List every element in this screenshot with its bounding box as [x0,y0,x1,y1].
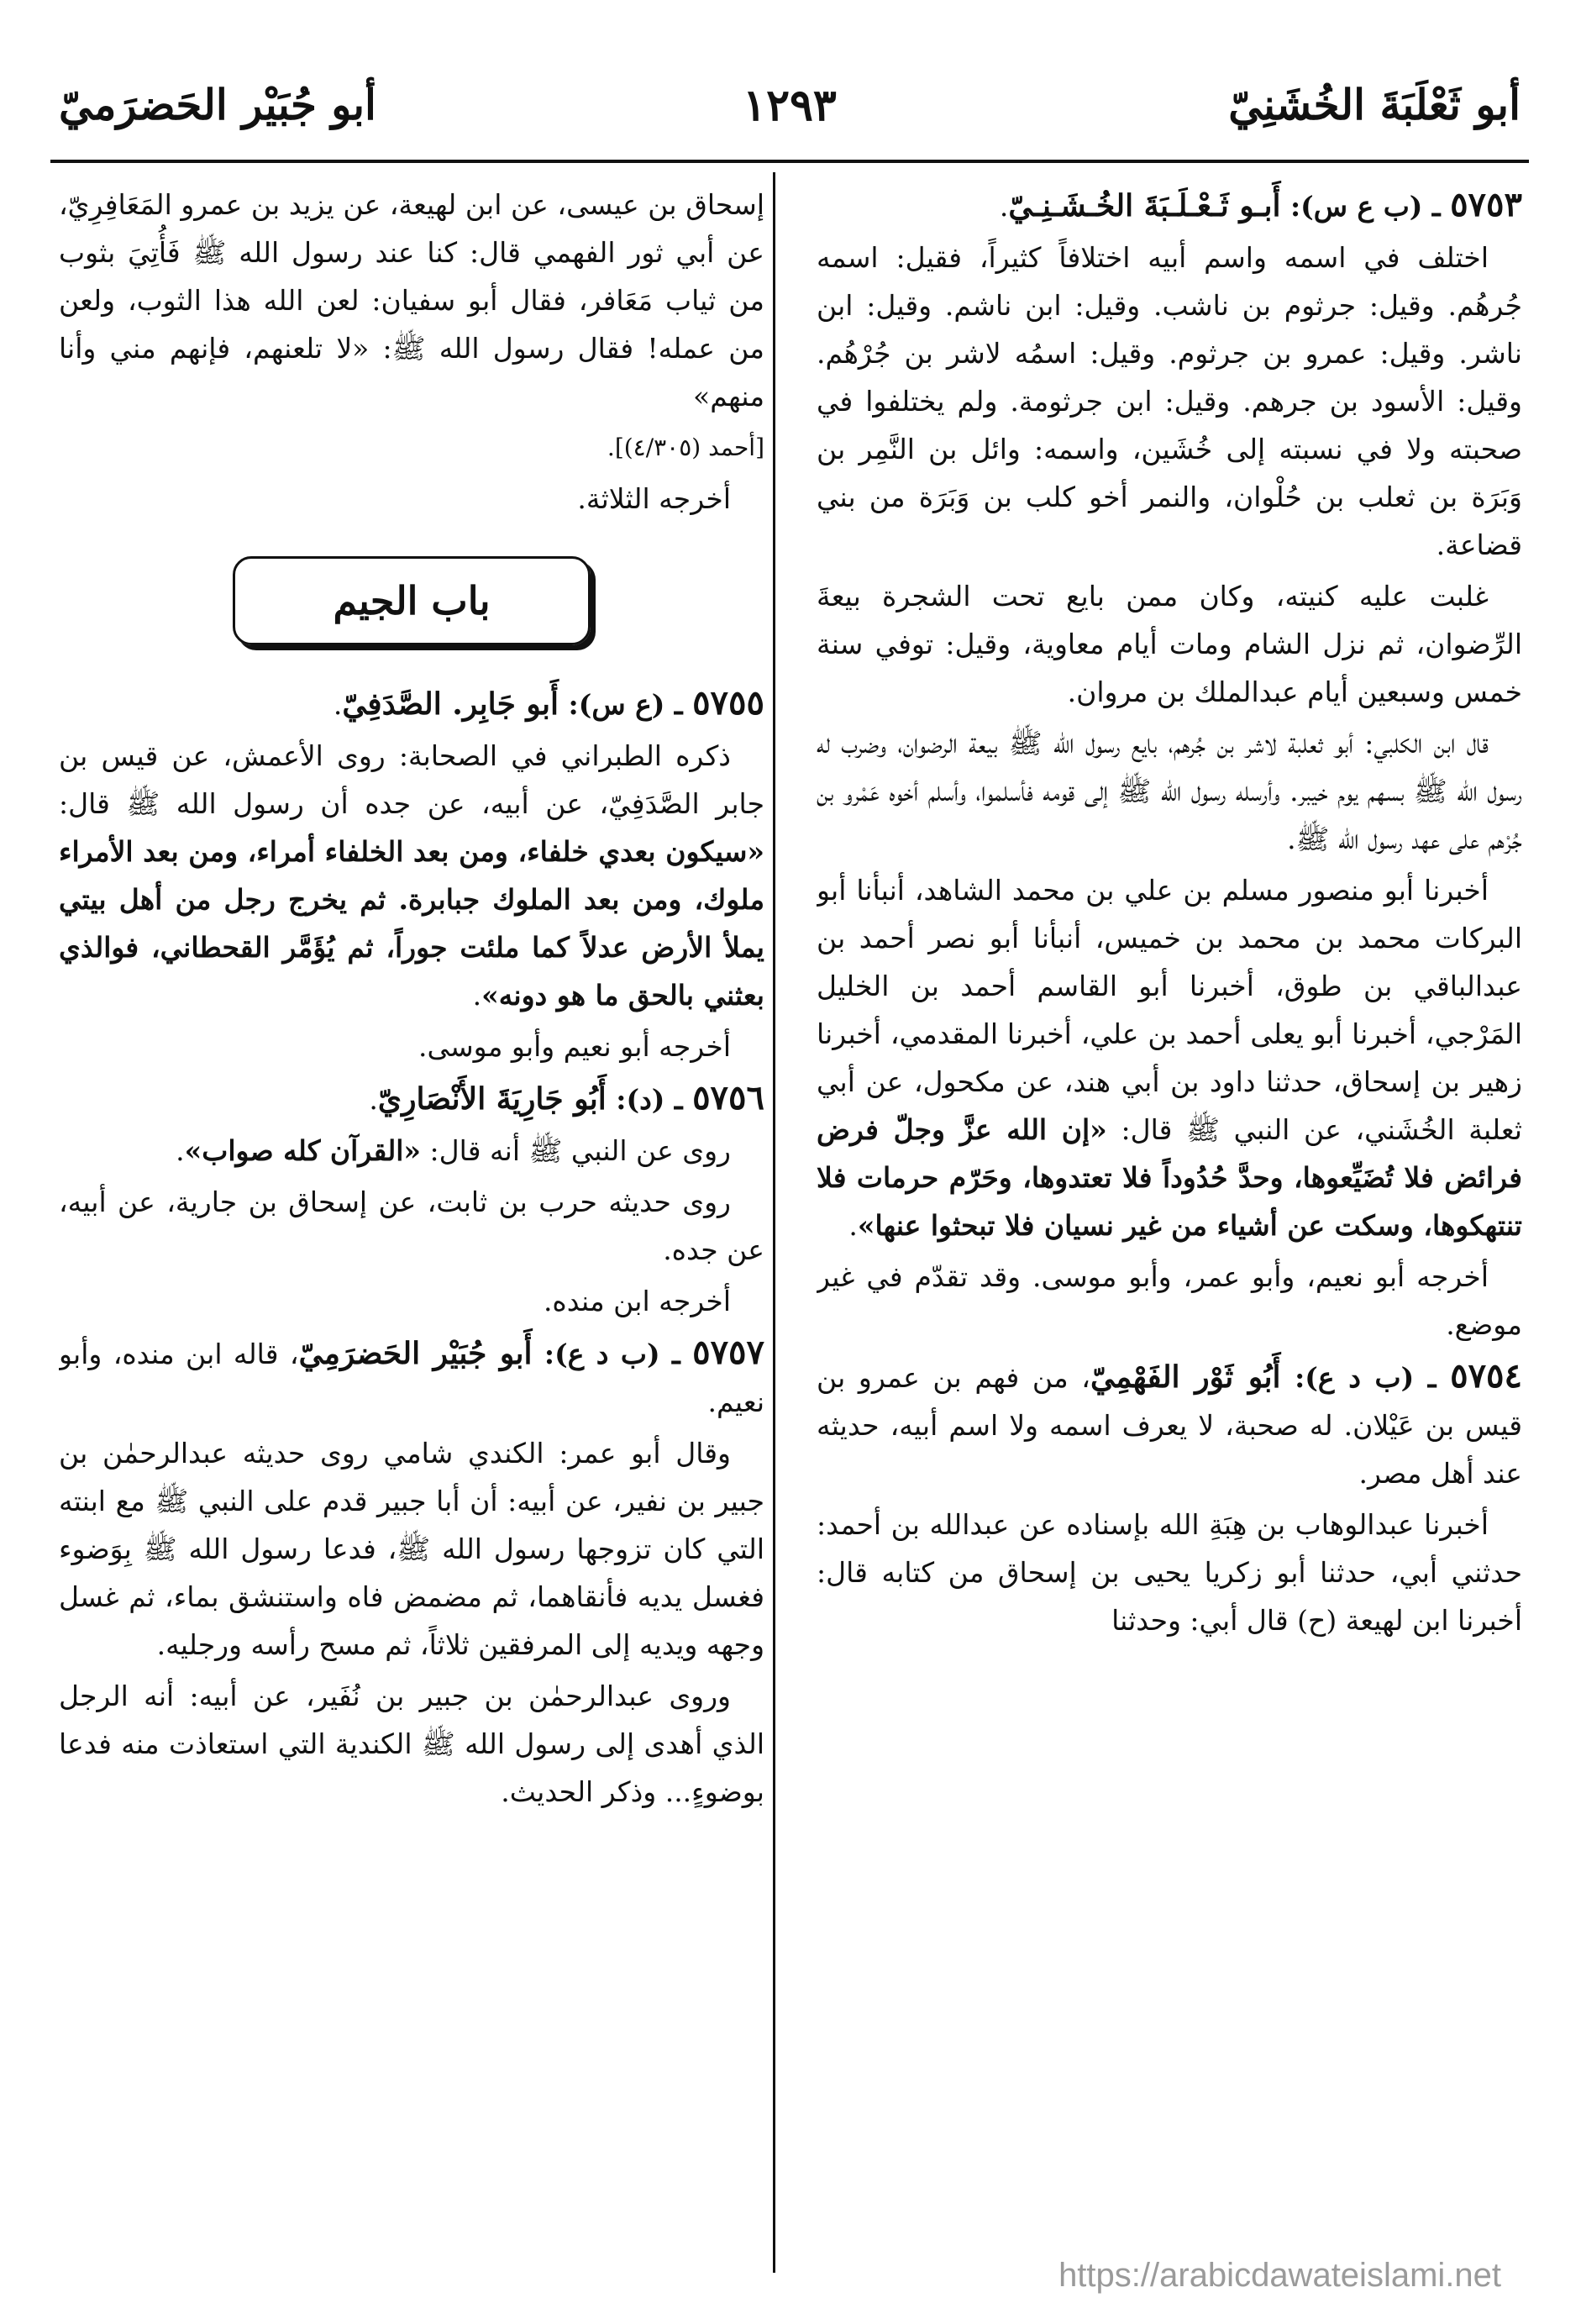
entry-heading [817,181,1522,230]
paragraph: روى حديثه حرب بن ثابت، عن إسحاق بن جارية، عن أبيه، عن جده. [59,1186,764,1266]
entry-after: . [369,1083,378,1116]
entry-number: ٥٧٥٧ [692,1333,764,1372]
entry-number: ٥٧٥٦ [692,1078,764,1117]
paragraph: وروى عبدالرحمٰن بن جبير بن نُفَير، عن أبيه: أنه الرجل الذي أهدى إلى رسول الله ﷺ الكندية التي استعاذت منه فدعا بوضوءٍ... وذكر الحديث. [59,1680,764,1808]
left-column [59,181,764,2264]
entry-codes: ـ (ب د ع): [1280,1361,1451,1394]
entry-heading [59,1074,764,1123]
entry-number: ٥٧٥٥ [692,683,764,723]
entry-after: . [333,688,343,721]
running-head-left: أبو جُبَيْر الحَضرَميّ [59,80,376,129]
paragraph: قال ابن الكلبي: أبو ثعلبة لاشر بن جُرهم، بايع رسول الله ﷺ بيعة الرضوان، وضرب له رسول الله ﷺ بسهم يوم خيبر. وأرسله رسول الله ﷺ إلى قومه فأسلموا، وأسلم أخوه عَمْرو بن جُرْهم على عهد رسول الله ﷺ. [817,727,1522,855]
paragraph [817,866,1522,1249]
hadith-quote: «إن الله عزَّ وجلّ فرض فرائض فلا تُضَيِّعوها، وحدَّ حُدُوداً فلا تعتدوها، وحَرّم حرمات فلا تنتهكوها، وسكت عن أشياء من غير نسيان فلا تبحثوا عنها» [817,1113,1522,1242]
right-column [817,181,1522,2264]
entry-codes: ـ (ب ع س): [1280,190,1451,223]
paragraph: وقال أبو عمر: الكندي شامي روى حديثه عبدالرحمٰن بن جبير بن نفير، عن أبيه: أن أبا جبير قدم على النبي ﷺ مع ابنته التي كان تزوجها رسول الله ﷺ، فدعا رسول الله ﷺ بِوَضوء فغسل يديه فأنقاهما، ثم مضمض فاه واستنشق بماء، ثم غسل وجهه ويديه إلى المرفقين ثلاثاً، ثم مسح رأسه ورجليه. [59,1437,764,1661]
entry-title: أَبو جَابِر. الصَّدَفِيّ [342,686,559,722]
paragraph: أخبرنا عبدالوهاب بن هِبَةِ الله بإسناده عن عبدالله بن أحمد: حدثني أبي، حدثنا أبو زكريا يحيى بن إسحاق من كتابه قال: أخبرنا ابن لهيعة (ح) قال أبي: وحدثنا [817,1508,1522,1637]
paragraph-tail: . [472,979,482,1012]
paragraph: اختلف في اسمه واسم أبيه اختلافاً كثيراً، فقيل: اسمه جُرهُم. وقيل: جرثوم بن ناشب. وقيل: ابن ناشم. وقيل: ابن ناشر. وقيل: عمرو بن جرثوم. وقيل: اسمُه لاشر بن جُرْهُم. وقيل: الأسود بن جرهم. وقيل: ابن جرثومة. ولم يختلفوا في صحبته ولا في نسبته إلى خُشَين، واسمه: وائل بن النَّمِر بن وَبَرَة بن ثعلب بن حُلْوان، والنمر أخو كلب بن وَبَرَة من بني قضاعة. [817,241,1522,561]
running-head-right: أبو ثَعْلَبَةَ الخُشَنِيّ [1228,80,1521,129]
header-rule [50,160,1529,163]
paragraph: إسحاق بن عيسى، عن ابن لهيعة، عن يزيد بن عمرو المَعَافِرِيّ، عن أبي ثور الفهمي قال: كنا عند رسول الله ﷺ فَأُتِيَ بثوب من ثياب مَعَافر، فقال أبو سفيان: لعن الله هذا الثوب، ولعن من عمله! فقال رسول الله ﷺ: «لا تلعنهم، فإنهم مني وأنا منهم» [59,188,764,413]
column-separator [773,172,775,2273]
paragraph: أخرجه ابن منده. [543,1285,731,1317]
paragraph: غلبت عليه كنيته، وكان ممن بايع تحت الشجرة بيعةَ الرِّضوان، ثم نزل الشام ومات أيام معاوية، وقيل: توفي سنة خمس وسبعين أيام عبدالملك بن مروان. [817,580,1522,708]
paragraph-text: أخبرنا أبو منصور مسلم بن علي بن محمد الشاهد، أنبأنا أبو البركات محمد بن محمد بن خميس، أنبأنا أبو نصر أحمد بن عبدالباقي بن طوق، أخبرنا أبو القاسم أحمد بن الخليل المَرْجي، أخبرنا أبو يعلى أحمد بن علي، أخبرنا المقدمي، أخبرنا زهير بن إسحاق، حدثنا داود بن أبي هند، عن مكحول، عن أبي ثعلبة الخُشَني، عن النبي ﷺ قال: [817,874,1522,1146]
entry-codes: ـ (ب د ع): [532,1338,693,1370]
paragraph: أخرجه أبو نعيم، وأبو عمر، وأبو موسى. وقد تقدّم في غير موضع. [817,1260,1522,1341]
entry-heading [59,679,764,728]
entry-codes: ـ (د): [606,1083,693,1116]
paragraph-tail: . [176,1134,185,1167]
entry-title: أَبُو جَارِيَةَ الأَنْصَارِيّ [377,1081,607,1117]
reference: [أحمد (٤/٣٠٥)]. [607,434,764,461]
hadith-quote: «سيكون بعدي خلفاء، ومن بعد الخلفاء أمراء، ومن بعد الأمراء ملوك، ومن بعد الملوك جبابرة. ثم يخرج رجل من أهل بيتي يملأ الأرض عدلاً كما ملئت جوراً، ثم يُؤَمَّر القحطاني، فوالذي بعثني بالحق ما هو دونه» [59,835,764,1012]
entry-number: ٥٧٥٤ [1450,1356,1522,1396]
entry-title: أَبو جُبَيْر الحَضرَمِيّ [298,1336,533,1371]
paragraph-text: ذكره الطبراني في الصحابة: روى الأعمش، عن قيس بن جابر الصَّدَفِيّ، عن أبيه، عن جده أن رسول الله ﷺ قال: [59,739,764,820]
entry-after: ، قاله ابن منده، وأبو نعيم. [59,1338,764,1418]
watermark: https://arabicdawateislami.net [1058,2257,1501,2294]
entry-after: . [999,190,1009,223]
entry-number: ٥٧٥٣ [1450,185,1522,224]
entry-codes: ـ (ع س): [559,688,693,721]
paragraph [59,1127,764,1175]
entry-heading [59,1328,764,1426]
hadith-quote: «القرآن كله صواب» [184,1134,422,1167]
paragraph: أخرجه أبو نعيم وأبو موسى. [418,1030,731,1063]
paragraph [59,732,764,1019]
paragraph-tail: . [848,1209,858,1242]
page-number: ١٢٩٣ [743,80,837,131]
entry-title: أَبـو ثَـعْـلَـبَةَ الخُـشَـنِـيّ [1008,188,1281,223]
entry-title: أَبُو ثَوْر الفَهْمِيّ [1090,1359,1281,1395]
page-header [50,80,1529,151]
entry-heading [817,1352,1522,1497]
chapter-heading: باب الجيم [233,556,591,645]
paragraph: أخرجه الثلاثة. [577,482,731,515]
paragraph-text: روى عن النبي ﷺ أنه قال: [421,1134,731,1167]
entry-after: ، من فهم بن عمرو بن قيس بن عَيْلان. له صحبة، لا يعرف اسمه ولا اسم أبيه، حديثه عند أهل مصر. [817,1361,1522,1490]
